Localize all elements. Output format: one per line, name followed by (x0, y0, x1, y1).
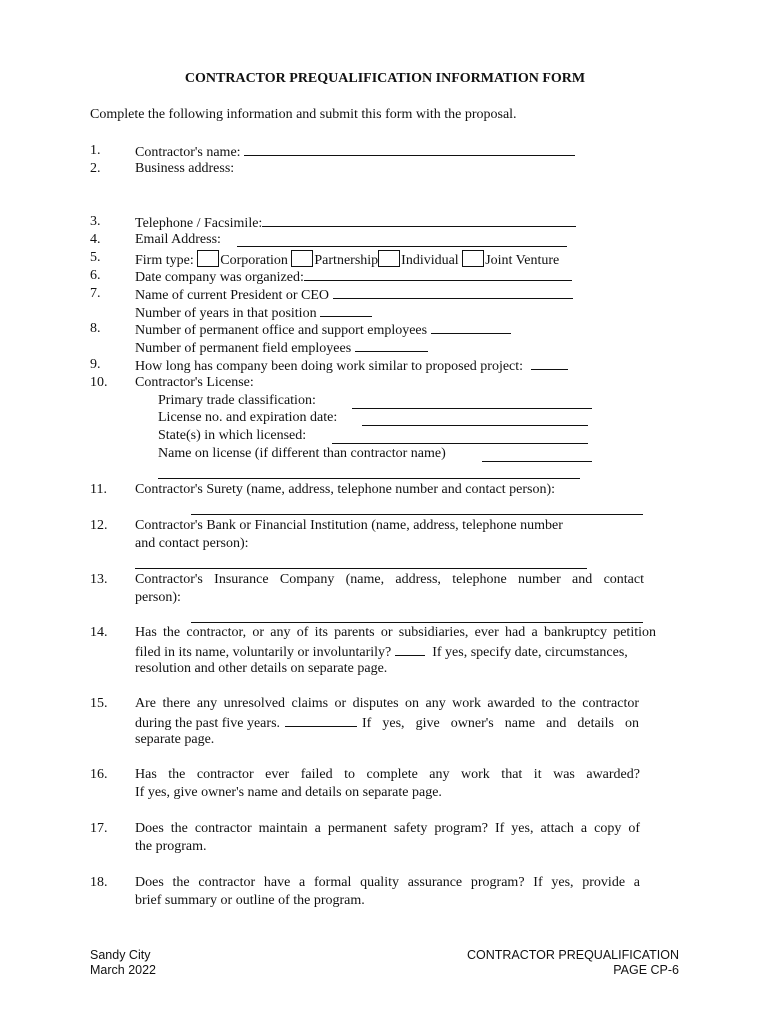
claims-answer-field[interactable] (285, 714, 357, 727)
bank-label: Contractor's Bank or Financial Institution (name, address, telephone number (135, 518, 563, 533)
license-expiration-label: License no. and expiration date: (158, 410, 338, 425)
joint-venture-checkbox[interactable] (462, 250, 484, 267)
option-label: Individual (401, 253, 459, 268)
president-label: Name of current President or CEO (135, 288, 329, 303)
failed-work-question-line2: If yes, give owner's name and details on separate page. (135, 785, 442, 800)
item-president (135, 286, 573, 304)
bank-field[interactable] (135, 568, 587, 569)
safety-program-question: Does the contractor maintain a permanent safety program? If yes, attach a copy of (135, 821, 640, 836)
footer-city: Sandy City (90, 948, 151, 962)
insurance-label-cont: person): (135, 590, 181, 605)
safety-program-question-line2: the program. (135, 839, 207, 854)
bankruptcy-instructions: If yes, specify date, circumstances, (432, 645, 628, 660)
bankruptcy-question-line2 (135, 643, 628, 661)
item-number: 4. (90, 232, 101, 247)
item-number: 1. (90, 143, 101, 158)
insurance-label: Contractor's Insurance Company (name, address, telephone number and contact (135, 572, 644, 587)
surety-field[interactable] (191, 514, 643, 515)
states-licensed-label: State(s) in which licensed: (158, 428, 307, 443)
license-label: Contractor's License: (135, 375, 254, 390)
form-title: CONTRACTOR PREQUALIFICATION INFORMATION FORM (184, 71, 586, 86)
office-employees-field[interactable] (431, 321, 511, 334)
office-employees-label: Number of permanent office and support employees (135, 323, 428, 338)
trade-classification-label: Primary trade classification: (158, 393, 316, 408)
item-number: 10. (90, 375, 108, 390)
trade-classification-field[interactable] (352, 408, 592, 409)
item-office-employees (135, 321, 511, 339)
item-number: 8. (90, 321, 101, 336)
corporation-checkbox[interactable] (197, 250, 219, 267)
item-contractor-name (135, 143, 575, 161)
claims-question-line3: separate page. (135, 732, 215, 747)
email-label: Email Address: (135, 232, 221, 247)
partnership-checkbox[interactable] (291, 250, 313, 267)
name-on-license-label: Name on license (if different than contractor name) (158, 446, 446, 461)
date-organized-label: Date company was organized: (135, 270, 304, 285)
similar-work-label: How long has company been doing work similar to proposed project: (135, 359, 524, 374)
bankruptcy-question-text: filed in its name, voluntarily or involuntarily? (135, 645, 392, 660)
item-number: 17. (90, 821, 108, 836)
claims-question-text: during the past five years. (135, 716, 281, 731)
bankruptcy-question: Has the contractor, or any of its parents or subsidiaries, ever had a bankruptcy petition (135, 625, 656, 640)
firm-type-label: Firm type: (135, 253, 194, 268)
individual-checkbox[interactable] (378, 250, 400, 267)
instructions: Complete the following information and submit this form with the proposal. (90, 107, 517, 122)
contractor-name-field[interactable] (244, 143, 575, 156)
item-number: 14. (90, 625, 108, 640)
quality-program-question-line2: brief summary or outline of the program. (135, 893, 365, 908)
similar-work-field[interactable] (531, 357, 568, 370)
surety-label: Contractor's Surety (name, address, telephone number and contact person): (135, 482, 556, 497)
years-position-field[interactable] (320, 304, 372, 317)
claims-instructions: If yes, give owner's name and details on (362, 716, 639, 731)
bankruptcy-question-line3: resolution and other details on separate page. (135, 661, 388, 676)
item-number: 5. (90, 250, 101, 265)
bank-label-cont: and contact person): (135, 536, 249, 551)
item-number: 7. (90, 286, 101, 301)
name-on-license-field-2[interactable] (158, 478, 580, 479)
name-on-license-field[interactable] (482, 461, 592, 462)
bankruptcy-answer-field[interactable] (395, 643, 425, 656)
item-number: 16. (90, 767, 108, 782)
license-expiration-field[interactable] (362, 425, 588, 426)
years-position-label: Number of years in that position (135, 306, 317, 321)
footer-form-name: CONTRACTOR PREQUALIFICATION (466, 948, 679, 962)
email-field[interactable] (237, 246, 567, 247)
item-number: 13. (90, 572, 108, 587)
item-similar-work (135, 357, 568, 375)
contractor-name-label: Contractor's name: (135, 145, 241, 160)
item-number: 6. (90, 268, 101, 283)
item-telephone (135, 214, 576, 232)
telephone-field[interactable] (262, 214, 576, 227)
item-number: 11. (90, 482, 107, 497)
footer-date: March 2022 (90, 963, 157, 977)
item-years-position (135, 304, 372, 322)
item-number: 3. (90, 214, 101, 229)
option-label: Joint Venture (485, 253, 560, 268)
business-address-label: Business address: (135, 161, 235, 176)
item-field-employees (135, 339, 428, 357)
states-licensed-field[interactable] (332, 443, 588, 444)
option-label: Partnership (314, 253, 379, 268)
date-organized-field[interactable] (304, 268, 572, 281)
item-number: 2. (90, 161, 101, 176)
item-number: 9. (90, 357, 101, 372)
item-date-organized (135, 268, 572, 286)
failed-work-question: Has the contractor ever failed to complete any work that it was awarded? (135, 767, 640, 782)
item-number: 18. (90, 875, 108, 890)
insurance-field[interactable] (191, 622, 643, 623)
field-employees-field[interactable] (355, 339, 428, 352)
item-firm-type (135, 250, 559, 269)
option-label: Corporation (220, 253, 288, 268)
claims-question-line2 (135, 714, 639, 732)
item-number: 15. (90, 696, 108, 711)
field-employees-label: Number of permanent field employees (135, 341, 352, 356)
item-number: 12. (90, 518, 108, 533)
footer-page-number: PAGE CP-6 (613, 963, 679, 977)
telephone-label: Telephone / Facsimile: (135, 216, 263, 231)
quality-program-question: Does the contractor have a formal quality assurance program? If yes, provide a (135, 875, 640, 890)
president-field[interactable] (333, 286, 573, 299)
claims-question: Are there any unresolved claims or disputes on any work awarded to the contractor (135, 696, 639, 711)
